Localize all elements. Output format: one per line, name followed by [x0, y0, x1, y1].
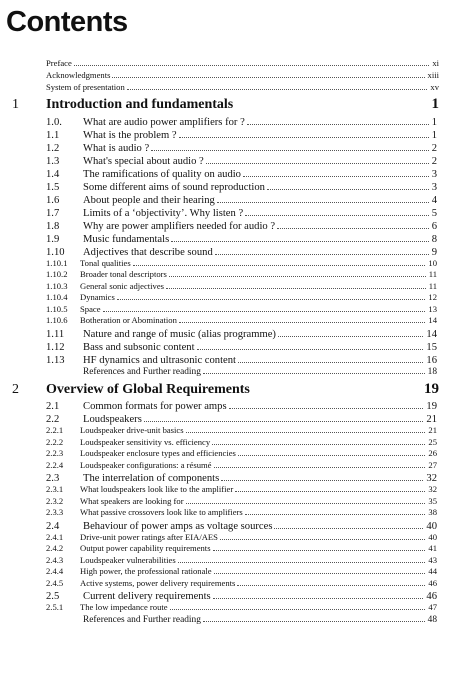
- toc-entry-page: 43: [428, 554, 437, 565]
- toc-entry-sec: [0, 588, 453, 601]
- toc-entry-sub: [0, 435, 453, 447]
- toc-entry-page: 32: [428, 484, 437, 495]
- dot-leader: [179, 126, 429, 138]
- toc-entry-title: Loudspeaker sensitivity vs. efficiency: [80, 436, 211, 447]
- toc-entry-title: Overview of Global Requirements: [46, 381, 250, 397]
- toc-entry-number: 2.1: [46, 401, 60, 413]
- toc-entry-number: 1.9: [46, 233, 60, 245]
- toc-entry-sec: [0, 398, 453, 411]
- toc-entry-page: 14: [426, 328, 437, 340]
- toc-entry-page: 15: [426, 341, 437, 353]
- toc-entry-number: 2.2.3: [46, 448, 64, 459]
- toc-entry-title: Loudspeaker configurations: a résumé: [80, 459, 212, 470]
- toc-entry-page: 21: [426, 414, 437, 426]
- toc-entry-number: 2.4.4: [46, 566, 64, 577]
- toc-entry-sec: [0, 243, 453, 256]
- toc-entry-title: System of presentation: [46, 81, 125, 92]
- toc-entry-title: Adjectives that describe sound: [83, 246, 213, 258]
- toc-entry-sub: [0, 576, 453, 588]
- dot-leader: [166, 279, 426, 289]
- toc-entry-page: 13: [428, 303, 437, 314]
- toc-entry-sec: [0, 178, 453, 191]
- toc-entry-title: What loudspeakers look like to the amplifier: [80, 484, 234, 495]
- toc-entry-page: 1: [431, 96, 439, 112]
- toc-entry-page: 44: [428, 566, 437, 577]
- toc-entry-page: 9: [431, 246, 437, 258]
- toc-entry-sub: [0, 494, 453, 506]
- toc-entry-chap: [0, 94, 453, 113]
- toc-entry-title: Introduction and fundamentals: [46, 97, 234, 112]
- dot-leader: [186, 494, 426, 504]
- dot-leader: [117, 291, 426, 301]
- toc-entry-page: 47: [428, 602, 437, 613]
- toc-entry-title: Some different aims of sound reproduction: [83, 181, 265, 193]
- dot-leader: [74, 56, 430, 66]
- toc-entry-number: 1.10.5: [46, 303, 68, 314]
- toc-entry-title: Loudspeakers: [83, 414, 142, 426]
- toc-entry-number: 2.5: [46, 591, 60, 603]
- toc-entry-title: Current delivery requirements: [83, 591, 211, 603]
- toc-entry-number: 2.3.1: [46, 484, 64, 495]
- toc-entry-number: 1.6: [46, 194, 60, 206]
- toc-entry-number: 2: [12, 381, 19, 397]
- dot-leader: [267, 178, 429, 190]
- toc-entry-page: 25: [428, 436, 437, 447]
- dot-leader: [217, 191, 429, 203]
- dot-leader: [212, 435, 425, 445]
- toc-entry-sub: [0, 302, 453, 314]
- toc-entry-title: What's special about audio ?: [83, 155, 204, 167]
- toc-entry-title: Active systems, power delivery requirements: [80, 577, 236, 588]
- toc-entry-number: 2.3.3: [46, 507, 64, 518]
- toc-entry-number: 1.8: [46, 220, 60, 232]
- dot-leader: [243, 165, 429, 177]
- toc-entry-page: 38: [428, 507, 437, 518]
- toc-entry-sec: [0, 217, 453, 230]
- dot-leader: [252, 379, 421, 393]
- toc-entry-title: What is the problem ?: [83, 129, 177, 141]
- dot-leader: [103, 302, 426, 312]
- toc-entry-page: 14: [428, 315, 437, 326]
- toc-entry-page: 3: [431, 181, 437, 193]
- toc-entry-number: 2.4.2: [46, 543, 64, 554]
- dot-leader: [229, 398, 424, 410]
- toc-entry-page: 35: [428, 495, 437, 506]
- dot-leader: [213, 542, 426, 552]
- toc-entry-page: 11: [428, 280, 437, 291]
- toc-entry-number: 1.13: [46, 354, 65, 366]
- toc-entry-title: HF dynamics and ultrasonic content: [83, 354, 236, 366]
- dot-leader: [203, 612, 425, 622]
- toc-entry-page: 40: [428, 531, 437, 542]
- toc-entry-sub: [0, 542, 453, 554]
- dot-leader: [197, 338, 424, 350]
- dot-leader: [171, 230, 428, 242]
- toc-entry-title: What are audio power amplifiers for ?: [83, 116, 245, 128]
- dot-leader: [274, 517, 423, 529]
- toc-entry-title: Loudspeaker drive-unit basics: [80, 425, 184, 436]
- toc-entry-sub: [0, 424, 453, 436]
- table-of-contents: [0, 56, 453, 625]
- toc-entry-title: What is audio ?: [83, 142, 150, 154]
- toc-entry-page: 10: [428, 257, 437, 268]
- toc-entry-number: 2.2: [46, 414, 60, 426]
- toc-entry-ref: [0, 612, 453, 625]
- toc-entry-sub: [0, 447, 453, 459]
- toc-entry-title: Dynamics: [80, 292, 115, 303]
- toc-entry-number: 1.10.2: [46, 269, 68, 280]
- toc-entry-page: 1: [431, 116, 437, 128]
- toc-entry-sub: [0, 279, 453, 291]
- toc-entry-ref: [0, 364, 453, 377]
- toc-entry-sec: [0, 191, 453, 204]
- toc-entry-sub: [0, 553, 453, 565]
- toc-entry-page: 46: [428, 577, 437, 588]
- dot-leader: [278, 325, 423, 337]
- toc-entry-number: 1.10.3: [46, 280, 68, 291]
- toc-entry-page: 3: [431, 168, 437, 180]
- toc-entry-title: References and Further reading: [83, 367, 201, 378]
- toc-entry-title: Common formats for power amps: [83, 401, 227, 413]
- toc-entry-title: Drive-unit power ratings after EIA/AES: [80, 531, 218, 542]
- toc-entry-number: 1.3: [46, 155, 60, 167]
- toc-entry-number: 2.4: [46, 520, 60, 532]
- toc-entry-title: Space: [80, 303, 101, 314]
- toc-entry-sec: [0, 152, 453, 165]
- dot-leader: [215, 243, 429, 255]
- toc-entry-page: xv: [430, 81, 439, 92]
- dot-leader: [178, 553, 426, 563]
- toc-entry-sec: [0, 139, 453, 152]
- toc-entry-page: 40: [426, 520, 437, 532]
- toc-entry-page: 46: [426, 591, 437, 603]
- toc-entry-page: 19: [426, 401, 437, 413]
- toc-entry-number: 2.2.4: [46, 459, 64, 470]
- toc-entry-page: 6: [431, 220, 437, 232]
- toc-entry-page: 11: [428, 269, 437, 280]
- toc-entry-title: Behaviour of power amps as voltage sources: [83, 520, 273, 532]
- toc-entry-title: The low impedance route: [80, 602, 168, 613]
- toc-entry-sub: [0, 268, 453, 280]
- toc-entry-sec: [0, 325, 453, 338]
- toc-entry-page: 5: [431, 207, 437, 219]
- toc-entry-number: 2.2.1: [46, 425, 64, 436]
- toc-entry-sub: [0, 506, 453, 518]
- dot-leader: [245, 204, 429, 216]
- dot-leader: [179, 314, 426, 324]
- toc-entry-page: 4: [431, 194, 437, 206]
- page-title: Contents: [6, 6, 128, 38]
- toc-entry-number: 1.11: [46, 328, 65, 340]
- dot-leader: [237, 576, 425, 586]
- dot-leader: [203, 364, 425, 374]
- toc-entry-sec: [0, 517, 453, 530]
- toc-entry-title: Nature and range of music (alias programme): [83, 328, 276, 340]
- dot-leader: [238, 447, 426, 457]
- toc-entry-sec: [0, 126, 453, 139]
- dot-leader: [235, 483, 425, 493]
- toc-entry-title: Output power capability requirements: [80, 543, 211, 554]
- toc-entry-sec: [0, 411, 453, 424]
- dot-leader: [238, 351, 423, 363]
- toc-entry-number: 2.4.1: [46, 531, 64, 542]
- toc-entry-number: 1.10.6: [46, 315, 68, 326]
- toc-entry-title: Limits of a ‘objectivity’. Why listen ?: [83, 207, 244, 219]
- toc-entry-title: Botheration or Abomination: [80, 315, 177, 326]
- toc-entry-title: Broader tonal descriptors: [80, 269, 167, 280]
- toc-entry-fm: [0, 56, 453, 68]
- toc-entry-sec: [0, 351, 453, 364]
- toc-entry-title: Why are power amplifiers needed for audio ?: [83, 220, 276, 232]
- dot-leader: [144, 411, 424, 423]
- toc-entry-title: Loudspeaker vulnerabilities: [80, 554, 176, 565]
- dot-leader: [247, 113, 429, 125]
- toc-entry-sub: [0, 601, 453, 613]
- toc-entry-number: 1.10.4: [46, 292, 68, 303]
- toc-entry-page: 48: [427, 615, 437, 626]
- toc-entry-title: About people and their hearing: [83, 194, 215, 206]
- dot-leader: [127, 80, 428, 90]
- dot-leader: [213, 588, 424, 600]
- toc-entry-page: 27: [428, 459, 437, 470]
- toc-entry-number: 2.3: [46, 473, 60, 485]
- toc-entry-number: 2.4.3: [46, 554, 64, 565]
- toc-entry-sec: [0, 230, 453, 243]
- toc-entry-title: Loudspeaker enclosure types and efficiencies: [80, 448, 236, 459]
- dot-leader: [206, 152, 429, 164]
- toc-entry-page: xi: [432, 57, 439, 68]
- toc-entry-page: 26: [428, 448, 437, 459]
- toc-entry-page: 1: [431, 129, 437, 141]
- toc-entry-page: 19: [424, 380, 439, 397]
- toc-entry-title: The interrelation of components: [83, 473, 220, 485]
- toc-entry-number: 1.0.: [46, 116, 62, 128]
- toc-entry-sec: [0, 470, 453, 483]
- dot-leader: [151, 139, 429, 151]
- toc-entry-sub: [0, 565, 453, 577]
- toc-entry-number: 2.2.2: [46, 436, 64, 447]
- dot-leader: [235, 94, 428, 108]
- toc-entry-number: 1.10.1: [46, 257, 68, 268]
- toc-entry-sub: [0, 483, 453, 495]
- dot-leader: [220, 530, 425, 540]
- toc-entry-number: 1.5: [46, 181, 60, 193]
- toc-entry-page: 8: [431, 233, 437, 245]
- toc-entry-title: Music fundamentals: [83, 233, 170, 245]
- toc-entry-number: 1.12: [46, 341, 65, 353]
- toc-entry-page: 2: [431, 142, 437, 154]
- toc-entry-title: Acknowledgments: [46, 69, 111, 80]
- dot-leader: [186, 424, 426, 434]
- dot-leader: [245, 506, 426, 516]
- toc-entry-sub: [0, 458, 453, 470]
- toc-entry-number: 1: [12, 97, 19, 112]
- toc-entry-page: 32: [426, 473, 437, 485]
- toc-entry-sub: [0, 291, 453, 303]
- toc-entry-title: References and Further reading: [83, 615, 201, 626]
- dot-leader: [221, 470, 423, 482]
- toc-entry-title: What passive crossovers look like to amplifiers: [80, 507, 243, 518]
- dot-leader: [214, 565, 426, 575]
- toc-entry-title: What speakers are looking for: [80, 495, 184, 506]
- dot-leader: [170, 601, 426, 611]
- toc-entry-title: General sonic adjectives: [80, 280, 164, 291]
- toc-entry-page: 18: [427, 367, 437, 378]
- toc-entry-number: 1.2: [46, 142, 60, 154]
- toc-entry-sec: [0, 165, 453, 178]
- toc-entry-fm: [0, 80, 453, 92]
- toc-entry-title: Preface: [46, 57, 72, 68]
- toc-entry-page: 2: [431, 155, 437, 167]
- toc-entry-page: 21: [428, 425, 437, 436]
- toc-entry-title: Tonal qualities: [80, 257, 131, 268]
- toc-entry-number: 2.3.2: [46, 495, 64, 506]
- dot-leader: [169, 268, 426, 278]
- toc-entry-sec: [0, 338, 453, 351]
- toc-entry-sec: [0, 113, 453, 126]
- toc-entry-title: Bass and subsonic content: [83, 341, 195, 353]
- toc-entry-number: 1.10: [46, 246, 65, 258]
- dot-leader: [214, 458, 426, 468]
- toc-entry-chap: [0, 379, 453, 398]
- toc-entry-sub: [0, 256, 453, 268]
- toc-entry-number: 2.5.1: [46, 602, 64, 613]
- toc-entry-number: 1.1: [46, 129, 60, 141]
- toc-entry-title: The ramifications of quality on audio: [83, 168, 241, 180]
- toc-entry-title: High power, the professional rationale: [80, 566, 212, 577]
- dot-leader: [277, 217, 429, 229]
- toc-entry-page: xiii: [427, 69, 439, 80]
- toc-entry-number: 1.4: [46, 168, 60, 180]
- toc-entry-sub: [0, 314, 453, 326]
- toc-entry-page: 16: [426, 354, 437, 366]
- toc-entry-sec: [0, 204, 453, 217]
- dot-leader: [112, 68, 424, 78]
- toc-entry-number: 2.4.5: [46, 577, 64, 588]
- toc-entry-sub: [0, 530, 453, 542]
- toc-entry-fm: [0, 68, 453, 80]
- toc-entry-page: 12: [428, 292, 437, 303]
- toc-entry-number: 1.7: [46, 207, 60, 219]
- toc-entry-page: 41: [428, 543, 437, 554]
- dot-leader: [133, 256, 426, 266]
